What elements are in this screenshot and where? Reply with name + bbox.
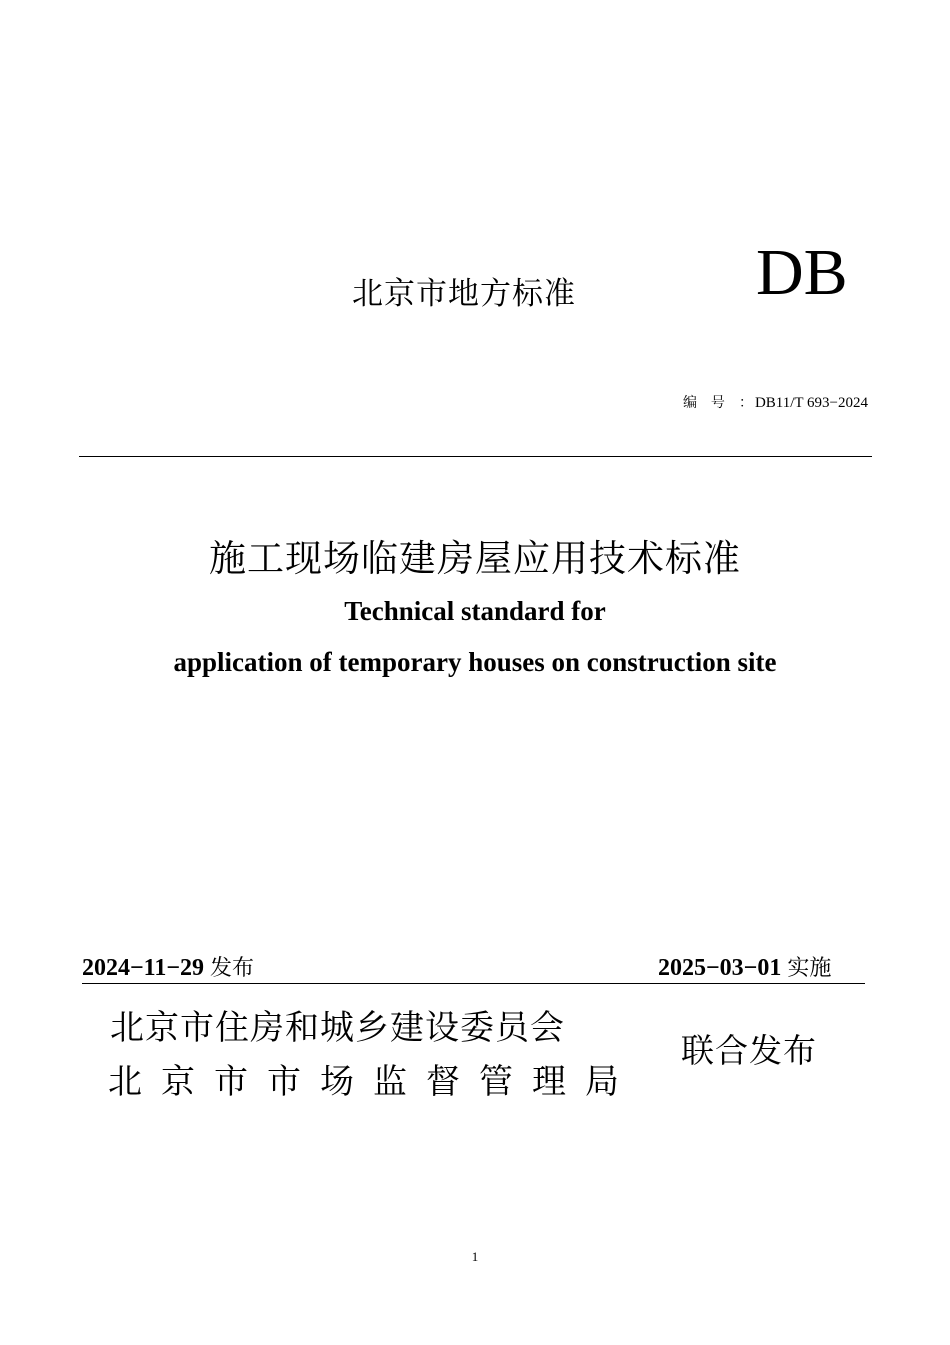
- standard-code-label: 编号: [682, 395, 739, 411]
- page-number: 1: [471, 1249, 479, 1264]
- implement-label: 实施: [787, 956, 832, 981]
- issue-date-block: [82, 951, 254, 982]
- standard-code-separator: ：: [738, 395, 753, 411]
- title-english-line2: application of temporary houses on construction site: [173, 647, 777, 677]
- standard-code-line: [683, 392, 868, 412]
- title-chinese: 施工现场临建房屋应用技术标准: [209, 537, 741, 580]
- top-divider: [79, 456, 872, 457]
- joint-issue-label: 联合发布: [681, 1031, 817, 1070]
- issue-label: 发布: [210, 956, 255, 981]
- issuer-housing-commission: 北京市住房和城乡建设委员会: [110, 1008, 565, 1048]
- bottom-divider: [82, 983, 865, 984]
- issuer-market-regulation: 北京市市场监督管理局: [108, 1062, 638, 1102]
- issue-date: 2024−11−29: [82, 955, 205, 981]
- db-mark: DB: [756, 236, 848, 309]
- implement-date-block: [658, 951, 831, 982]
- standard-code-number: DB11/T 693−2024: [754, 395, 868, 411]
- standard-type-heading: 北京市地方标准: [352, 276, 576, 312]
- implement-date: 2025−03−01: [658, 955, 782, 981]
- title-english-line1: Technical standard for: [344, 596, 606, 626]
